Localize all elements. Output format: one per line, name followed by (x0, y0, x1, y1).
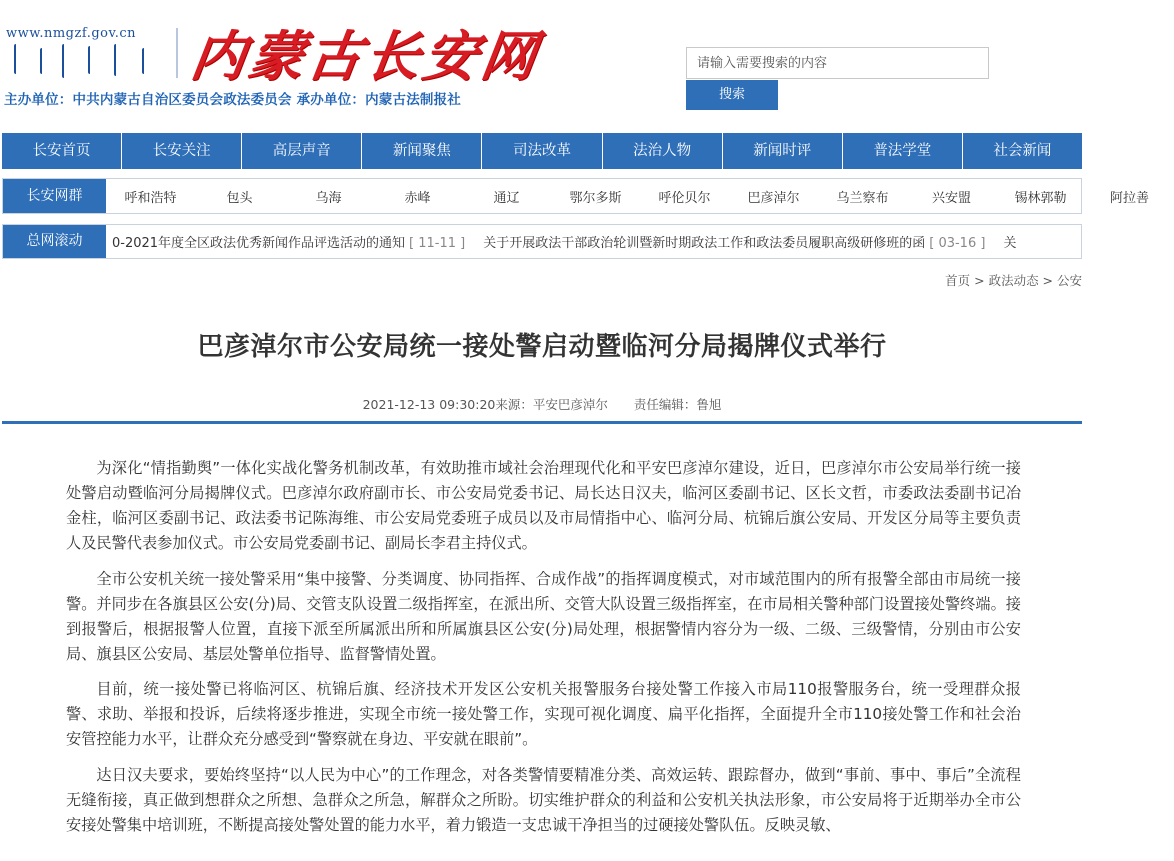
nav-item-home[interactable]: 长安首页 (2, 133, 122, 169)
news-ticker (2, 224, 1082, 259)
city-link[interactable]: 乌兰察布 (836, 190, 889, 206)
search-button[interactable]: 搜索 (686, 80, 778, 110)
article-paragraph: 为深化“情指勤舆”一体化实战化警务机制改革，有效助推市域社会治理现代化和平安巴彦淖尔建设，近日，巴彦淖尔市公安局举行统一接处警启动暨临河分局揭牌仪式。巴彦淖尔政府副市长、市公安局党委书记、局长达日汉夫，临河区委副书记、区长文哲，市委政法委副书记冶金柱，临河区委副书记、政法委书记陈海维、市公安局党委班子成员以及市局情指中心、临河分局、杭锦后旗公安局、开发区分局等主要负责人及民警代表参加仪式。市公安局党委副书记、副局长李君主持仪式。 (66, 459, 1021, 552)
ticker-tag: 总网滚动 (3, 225, 106, 258)
nav-item-news[interactable]: 新闻聚焦 (362, 133, 482, 169)
article-paragraph: 目前，统一接处警已将临河区、杭锦后旗、经济技术开发区公安机关报警服务台接处警工作接入市局110报警服务台，统一受理群众报警、求助、举报和投诉，后续将逐步推进，实现全市统一接处警工作，实现可视化调度、扁平化指挥，全面提升全市110接处警工作和社会治安管控能力水平，让群众充分感受到“警察就在身边、平安就在眼前”。 (66, 680, 1021, 748)
nav-item-commentary[interactable]: 新闻时评 (723, 133, 843, 169)
title-divider (2, 421, 1082, 424)
city-link[interactable]: 巴彦淖尔 (747, 190, 800, 206)
city-link[interactable]: 兴安盟 (931, 190, 971, 206)
city-sites-tag: 长安网群 (3, 179, 106, 213)
article-title: 巴彦淖尔市公安局统一接处警启动暨临河分局揭牌仪式举行 (197, 332, 887, 362)
ticker-link[interactable]: 关于开展政法干部政治轮训暨新时期政法工作和政法委员履职高级研修班的函 (483, 236, 926, 251)
ticker-date: [ 11-11 ] (409, 236, 466, 251)
search-input[interactable] (686, 47, 989, 79)
nav-item-society[interactable]: 社会新闻 (993, 143, 1052, 159)
city-link[interactable]: 包头 (226, 190, 253, 206)
logo-divider (176, 28, 178, 78)
article-body (66, 456, 1021, 848)
city-link[interactable]: 阿拉善 (1109, 190, 1149, 206)
article-editor: 责任编辑：鲁旭 (633, 397, 722, 412)
article-meta (0, 395, 1084, 413)
sponsor-info: 主办单位：中共内蒙古自治区委员会政法委员会 承办单位：内蒙古法制报社 (4, 92, 461, 108)
main-nav (2, 133, 1082, 169)
city-sites-bar (2, 178, 1149, 214)
city-list (106, 187, 1174, 206)
nav-item-focus[interactable]: 长安关注 (122, 133, 242, 169)
ticker-link[interactable]: 0-2021年度全区政法优秀新闻作品评选活动的通知 (112, 236, 406, 251)
article-paragraph: 达日汉夫要求，要始终坚持“以人民为中心”的工作理念，对各类警情要精准分类、高效运转、跟踪督办，做到“事前、事中、事后”全流程无缝衔接，真正做到想群众之所想、急群众之所急，解群众之所盼。切实维护群众的利益和公安机关执法形象，市公安局将于近期举办全市公安接处警集中培训班，不断提高接处警处置的能力水平，着力锻造一支忠诚干净担当的过硬接处警队伍。反映灵敏、 (66, 765, 1021, 834)
article-paragraph: 全市公安机关统一接处警采用“集中接警、分类调度、协同指挥、合成作战”的指挥调度模式，对市域范围内的所有报警全部由市局统一接警。并同步在各旗县区公安(分)局、交管支队设置二级指挥室，在派出所、交管大队设置三级指挥室，在市局相关警种部门设置接处警终端。接到报警后，根据报警人位置，直接下派至所属派出所和所属旗县区公安(分)局处理，根据警情内容分为一级、二级、三级警情，分别由市公安局、旗县区公安局、基层处警单位指导、监督警情处置。 (66, 569, 1021, 663)
site-header (0, 0, 1097, 125)
city-link[interactable]: 锡林郭勒 (1014, 190, 1067, 206)
city-link[interactable]: 鄂尔多斯 (569, 190, 622, 206)
city-link[interactable]: 呼伦贝尔 (658, 190, 711, 206)
breadcrumb[interactable]: 首页 > 政法动态 > 公安 (945, 273, 1082, 288)
ticker-items (112, 232, 1016, 251)
nav-item-people[interactable]: 法治人物 (603, 133, 723, 169)
nav-item-voices[interactable]: 高层声音 (242, 133, 362, 169)
nav-item-law-class[interactable]: 普法学堂 (843, 133, 963, 169)
ticker-date: [ 03-16 ] (929, 236, 986, 251)
ticker-link[interactable]: 关 (1003, 236, 1017, 251)
article-datetime-source: 2021-12-13 09:30:20来源：平安巴彦淖尔 (362, 397, 608, 412)
mongolian-script-logo (10, 44, 160, 82)
city-link[interactable]: 赤峰 (404, 190, 431, 206)
city-link[interactable]: 乌海 (315, 190, 342, 206)
city-link[interactable]: 呼和浩特 (124, 190, 177, 206)
site-domain[interactable]: www.nmgzf.gov.cn (6, 26, 137, 41)
site-logo[interactable]: 内蒙古长安网 (187, 24, 545, 88)
nav-item-judicial-reform[interactable]: 司法改革 (482, 133, 602, 169)
city-link[interactable]: 通辽 (493, 190, 520, 206)
